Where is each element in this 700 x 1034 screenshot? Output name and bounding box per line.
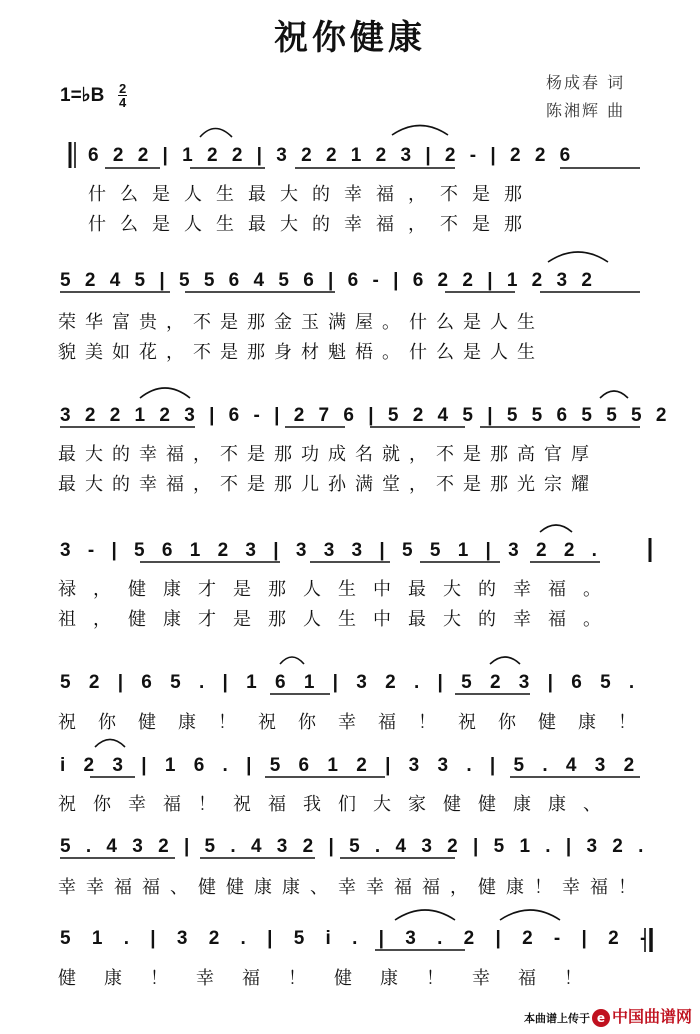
slur — [395, 910, 455, 920]
time-signature-top: 2 — [119, 81, 127, 96]
lyric-line-3-verse-2: 最大的幸福，不是那儿孙满堂，不是那光宗耀 — [58, 474, 598, 495]
slur — [548, 252, 608, 262]
slur — [540, 525, 572, 532]
notation-line-3: 3 2 2 1 2 3 | 6 - | 2 7 6 | 5 2 4 5 | 5 5 6 5 5 5 2 — [60, 405, 667, 426]
notation-line-8: 5 1 . | 3 2 . | 5 i . | 3 . 2 | 2 - | 2 - — [60, 928, 647, 949]
lyric-line-8: 健康！幸福！健康！幸福！ — [58, 968, 610, 989]
slur — [392, 126, 448, 136]
lyric-line-7: 幸幸福福、健健康康、幸幸福福，健康！幸福！ — [58, 877, 646, 898]
time-signature-bottom: 4 — [119, 95, 127, 110]
lyric-line-5: 祝你健康！祝你幸福！祝你健康！ — [58, 712, 658, 733]
slur — [200, 129, 232, 138]
notation-line-6: i 2 3 | 1 6 . | 5 6 1 2 | 3 3 . | 5 . 4 3 2 — [60, 755, 635, 776]
lyric-line-4-verse-1: 禄，健康才是那人生中最大的幸福。 — [58, 579, 618, 600]
slur — [140, 388, 190, 398]
slur — [490, 657, 520, 664]
lyric-line-2-verse-1: 荣华富贵，不是那金玉满屋。什么是人生 — [58, 312, 544, 333]
notation-line-5: 5 2 | 6 5 . | 1 6 1 | 3 2 . | 5 2 3 | 6 5 . — [60, 672, 635, 693]
notation-line-7: 5 . 4 3 2 | 5 . 4 3 2 | 5 . 4 3 2 | 5 1 . | 3 2 . — [60, 836, 644, 857]
slur — [280, 657, 304, 664]
footer-upload-text: 本曲谱上传于 — [524, 1012, 590, 1025]
song-title: 祝你健康 — [274, 18, 426, 58]
lyricist-credit: 杨成春 词 — [546, 73, 626, 92]
lyric-line-3-verse-1: 最大的幸福，不是那功成名就，不是那高官厚 — [58, 444, 598, 465]
slur — [500, 910, 560, 920]
composer-credit: 陈湘辉 曲 — [546, 101, 626, 120]
lyric-line-1-verse-1: 什么是人生最大的幸福，不是那 — [88, 184, 536, 205]
site-logo-icon: e — [592, 1009, 610, 1027]
notation-line-2: 5 2 4 5 | 5 5 6 4 5 6 | 6 - | 6 2 2 | 1 2 3 2 — [60, 270, 592, 291]
site-logo[interactable] — [592, 1004, 692, 1027]
lyric-line-4-verse-2: 祖，健康才是那人生中最大的幸福。 — [58, 609, 618, 630]
lyric-line-2-verse-2: 貌美如花，不是那身材魁梧。什么是人生 — [58, 342, 544, 363]
site-logo-text: 中国曲谱网 — [611, 1007, 692, 1026]
lyric-line-1-verse-2: 什么是人生最大的幸福，不是那 — [88, 214, 536, 235]
notation-line-4: 3 - | 5 6 1 2 3 | 3 3 3 | 5 5 1 | 3 2 2 . — [60, 540, 597, 561]
key-signature: 1=♭B — [60, 85, 105, 106]
slur — [95, 740, 125, 748]
lyric-line-6: 祝你幸福！祝福我们大家健健康康、 — [58, 794, 618, 815]
notation-line-1: 6 2 2 | 1 2 2 | 3 2 2 1 2 3 | 2 - | 2 2 6 — [88, 145, 571, 166]
slur — [600, 391, 628, 398]
